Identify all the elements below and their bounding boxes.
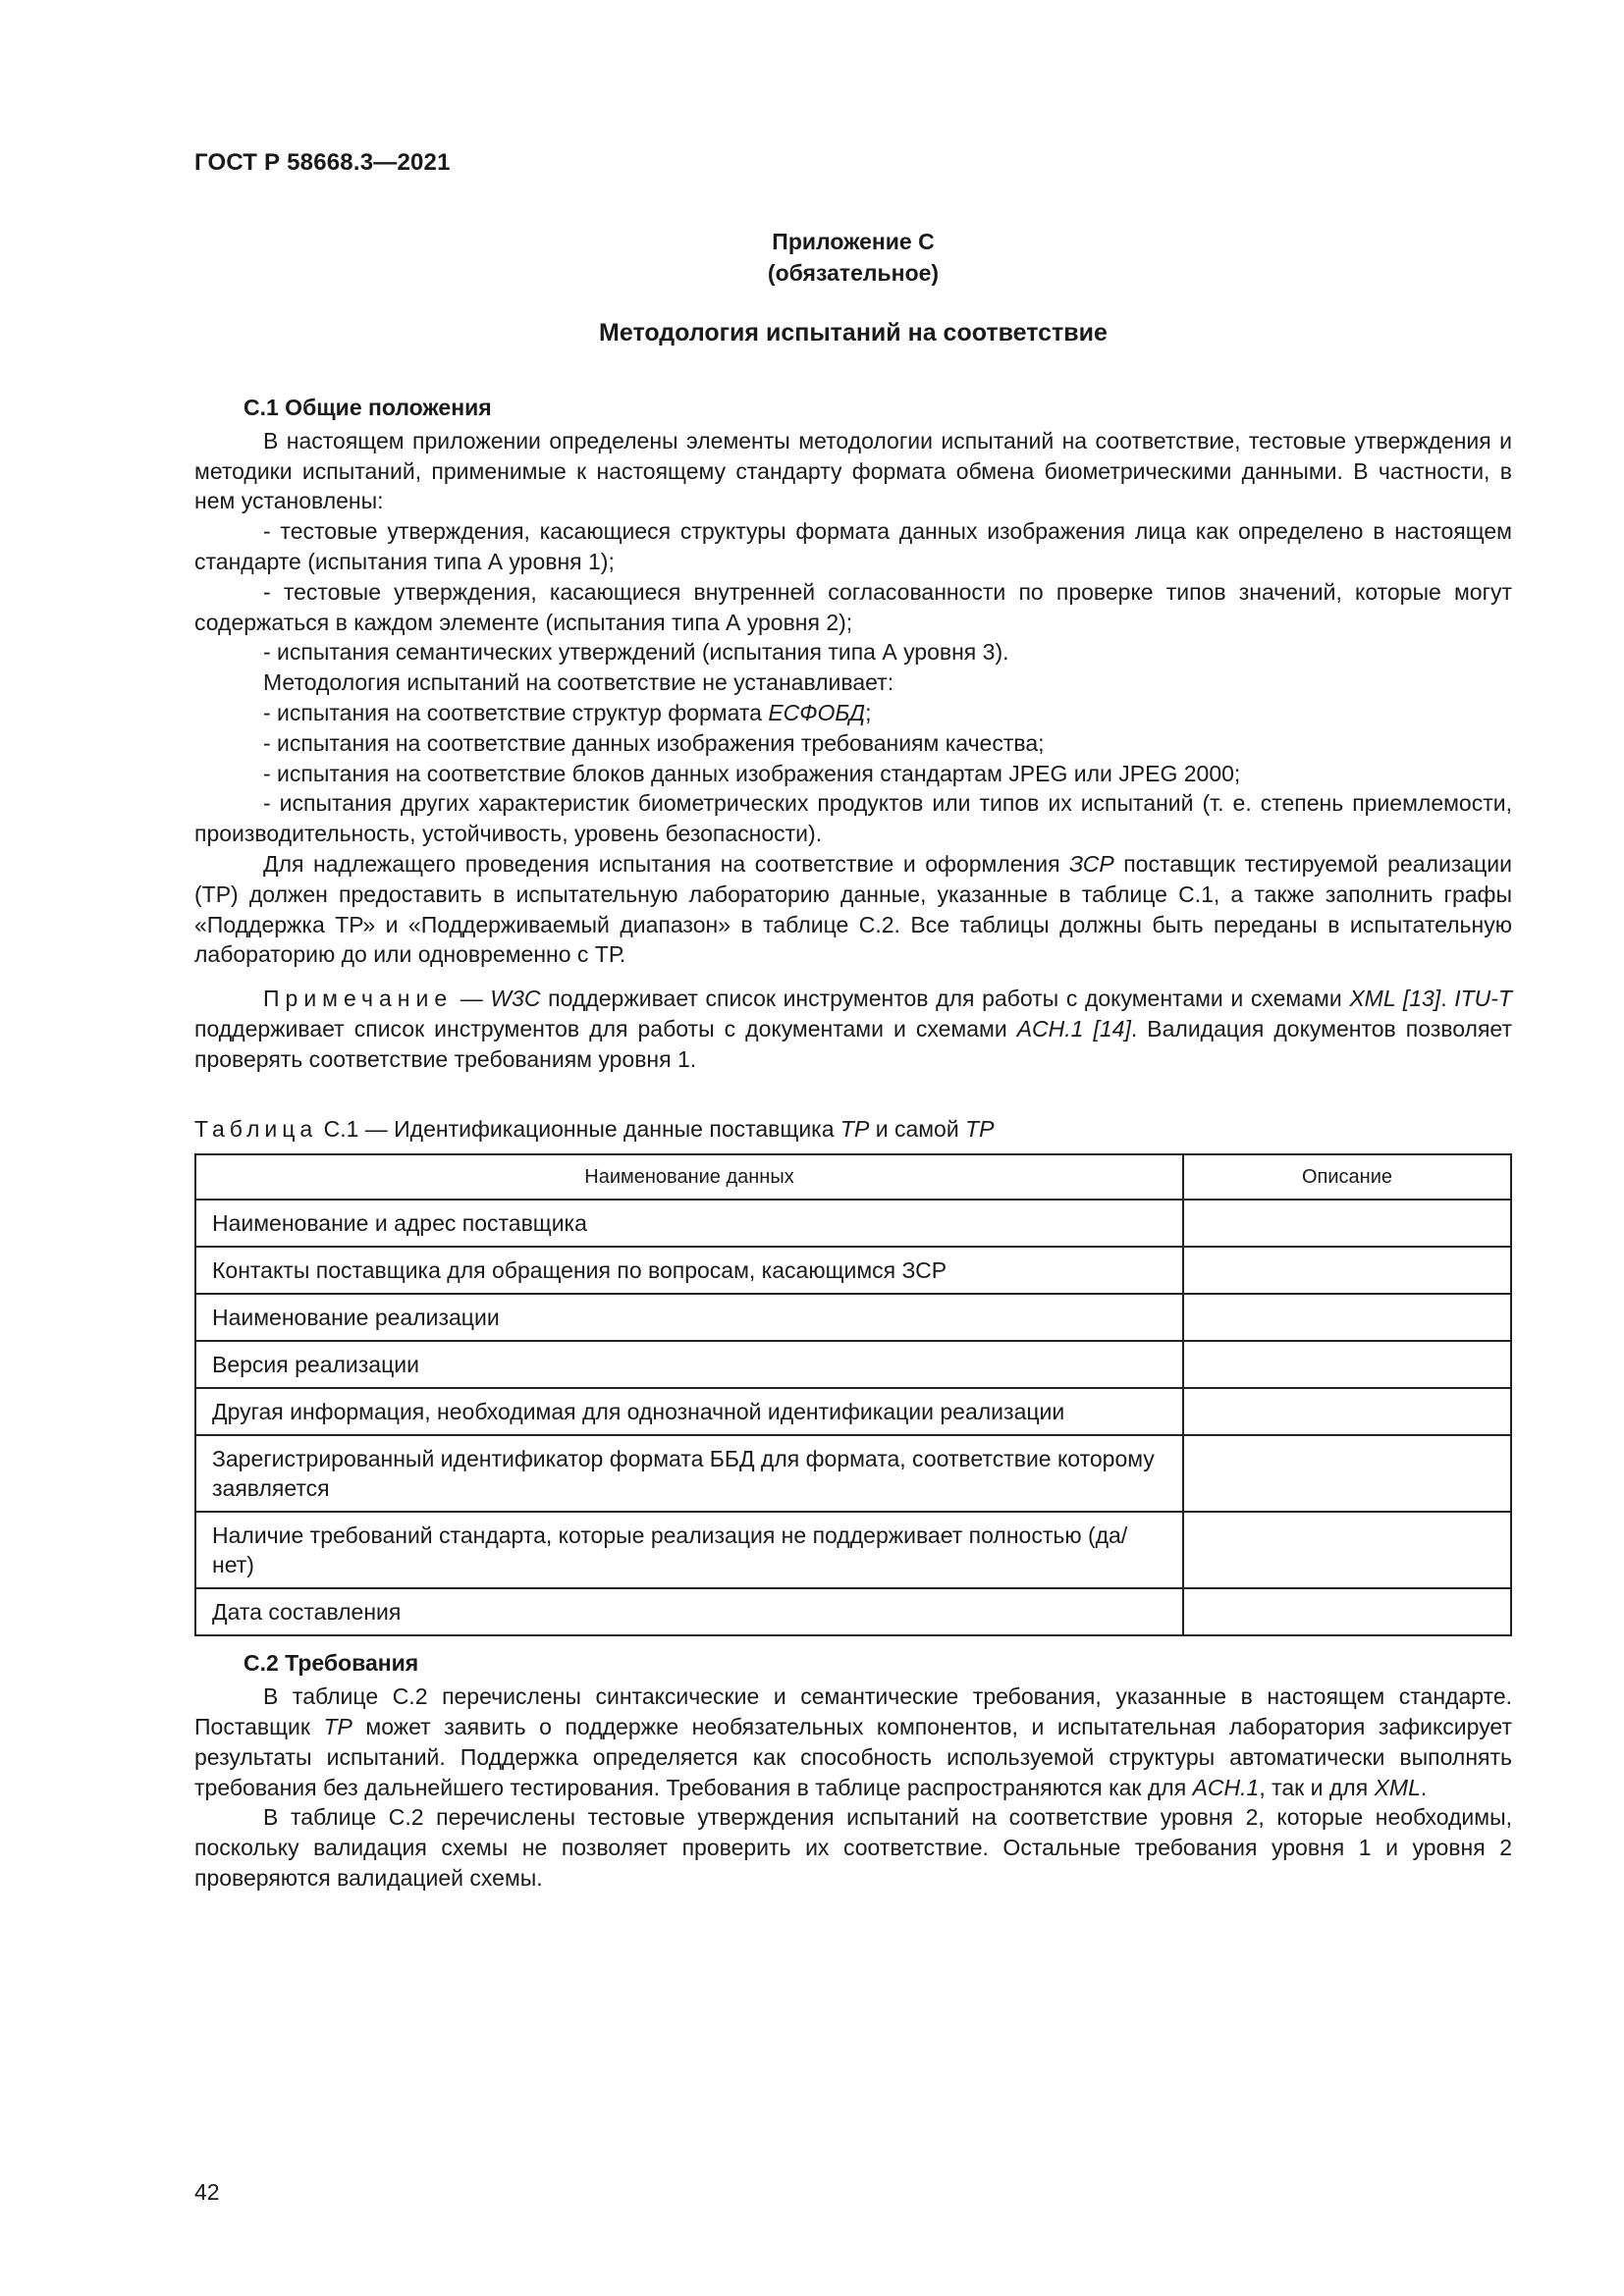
excluded-item-1	[194, 698, 1512, 728]
section-c1-intro: В настоящем приложении определены элементы методологии испытаний на соответствие, тестовые утверждения и методики испытаний, применимые к настоящему стандарту формата обмена биометрическими данными. В частности, в нем установлены:	[194, 427, 1512, 514]
table-row	[195, 1294, 1511, 1341]
c2-p1-g: .	[1420, 1774, 1428, 1800]
row-description-cell	[1183, 1200, 1511, 1247]
note-label: Примечание	[263, 986, 454, 1012]
section-c1-title: С.1 Общие положения	[244, 395, 492, 420]
row-label: Наличие требований стандарта, которые реализация не поддерживает полностью (да/нет)	[195, 1512, 1183, 1588]
c2-p1-a: В таблице С.2 перечислены синтаксические и семантические требования, указанные в настоящем стандарте. Поставщик	[194, 1683, 1512, 1739]
row-label: Версия реализации	[195, 1341, 1183, 1388]
row-description-cell	[1183, 1341, 1511, 1388]
header-description: Описание	[1183, 1154, 1511, 1200]
row-label: Дата составления	[195, 1588, 1183, 1635]
section-c2-title: С.2 Требования	[244, 1650, 419, 1677]
table-row	[195, 1247, 1511, 1294]
table-header-row	[195, 1154, 1511, 1200]
section-c2-paragraph-1	[194, 1682, 1512, 1802]
appendix-heading	[194, 226, 1512, 289]
table-row	[195, 1341, 1511, 1388]
row-label: Наименование и адрес поставщика	[195, 1200, 1183, 1247]
note-text-1: поддерживает список инструментов для работы с документами и схемами	[540, 986, 1350, 1012]
row-description-cell	[1183, 1435, 1511, 1512]
table-row	[195, 1200, 1511, 1247]
excluded-item-3: - испытания на соответствие блоков данных изображения стандартам JPEG или JPEG 2000;	[263, 760, 1241, 786]
ach-ref: ACH.1 [14]	[1016, 1015, 1131, 1041]
table-row	[195, 1512, 1511, 1588]
excluded-item-4: - испытания других характеристик биометрических продуктов или типов их испытаний (т. е. степень приемлемости, производительность, устойчивость, уровень безопасности).	[194, 790, 1512, 847]
itut-term: ITU-T	[1454, 986, 1512, 1012]
row-label: Контакты поставщика для обращения по вопросам, касающимся ЗСР	[195, 1247, 1183, 1294]
para2-start: Для надлежащего проведения испытания на соответствие и оформления	[263, 850, 1070, 877]
row-description-cell	[1183, 1247, 1511, 1294]
table-c1	[194, 1153, 1512, 1636]
document-id: ГОСТ Р 58668.3—2021	[194, 149, 451, 176]
table-row	[195, 1435, 1511, 1512]
c2-ach-term: ACH.1	[1192, 1774, 1260, 1800]
note	[194, 984, 1512, 1074]
established-item-3: - испытания семантических утверждений (испытания типа А уровня 3).	[263, 639, 1009, 666]
row-description-cell	[1183, 1294, 1511, 1341]
esfobd-term: ЕСФОБД	[768, 699, 866, 725]
main-content	[194, 393, 1512, 1894]
established-item-2: - тестовые утверждения, касающиеся внутренней согласованности по проверке типов значений, которые могут содержаться в каждом элементе (испытания типа А уровня 2);	[194, 578, 1512, 635]
established-item-1: - тестовые утверждения, касающиеся структуры формата данных изображения лица как определено в настоящем стандарте (испытания типа А уровня 1);	[194, 518, 1512, 574]
note-dash: —	[453, 986, 491, 1012]
caption-text-a: С.1 — Идентификационные данные поставщика	[317, 1115, 840, 1142]
zsr-term: ЗСР	[1069, 850, 1114, 877]
caption-tr-2: ТР	[965, 1115, 995, 1142]
c2-p1-e: , так и для	[1259, 1774, 1375, 1800]
excluded-item-1-end: ;	[865, 699, 872, 725]
note-text-2: .	[1440, 986, 1455, 1012]
table-label: Таблица	[194, 1115, 318, 1142]
section-c2-paragraph-2: В таблице С.2 перечислены тестовые утверждения испытаний на соответствие уровня 2, которые необходимы, поскольку валидация схемы не позволяет проверить их соответствие. Остальные требования уровня 1 и уровня 2 проверяются валидацией схемы.	[194, 1804, 1512, 1891]
table-row	[195, 1388, 1511, 1435]
w3c-term: W3C	[490, 986, 541, 1012]
page-number: 42	[194, 2179, 220, 2205]
appendix-status: (обязательное)	[767, 260, 940, 286]
c2-xml-term: XML	[1374, 1774, 1421, 1800]
caption-text-c: и самой	[869, 1115, 966, 1142]
row-description-cell	[1183, 1588, 1511, 1635]
excluded-item-1-text: - испытания на соответствие структур формата	[263, 699, 769, 725]
xml-ref: XML [13]	[1349, 986, 1441, 1012]
caption-tr-1: ТР	[839, 1115, 870, 1142]
row-label: Зарегистрированный идентификатор формата ББД для формата, соответствие которому заявляется	[195, 1435, 1183, 1512]
not-established-lead: Методология испытаний на соответствие не устанавливает:	[263, 669, 894, 696]
table-row	[195, 1588, 1511, 1635]
table-c1-caption	[194, 1114, 1512, 1145]
vendor-requirements-paragraph	[194, 849, 1512, 970]
row-description-cell	[1183, 1388, 1511, 1435]
document-title: Методология испытаний на соответствие	[599, 319, 1108, 347]
row-label: Другая информация, необходимая для однозначной идентификации реализации	[195, 1388, 1183, 1435]
c2-tr-term: ТР	[323, 1713, 352, 1739]
note-text-4: . Валидация документов позволяет проверять соответствие требованиям уровня 1.	[194, 1015, 1512, 1072]
note-text-3: поддерживает список инструментов для работы с документами и схемами	[194, 1015, 1017, 1041]
row-description-cell	[1183, 1512, 1511, 1588]
excluded-item-2: - испытания на соответствие данных изображения требованиям качества;	[263, 729, 1045, 756]
para2-rest: поставщик тестируемой реализации (ТР) должен предоставить в испытательную лабораторию данные, указанные в таблице С.1, а также заполнить графы «Поддержка ТР» и «Поддерживаемый диапазон» в таблице С.2. Все таблицы должны быть переданы в испытательную лабораторию до или одновременно с ТР.	[194, 850, 1512, 968]
appendix-title: Приложение С	[772, 229, 935, 254]
c2-p1-c: может заявить о поддержке необязательных компонентов, и испытательная лаборатория зафиксирует результаты испытаний. Поддержка определяется как способность используемой структуры автоматически выполнять требования без дальнейшего тестирования. Требования в таблице распространяются как для	[194, 1713, 1512, 1800]
row-label: Наименование реализации	[195, 1294, 1183, 1341]
header-data-name: Наименование данных	[195, 1154, 1183, 1200]
